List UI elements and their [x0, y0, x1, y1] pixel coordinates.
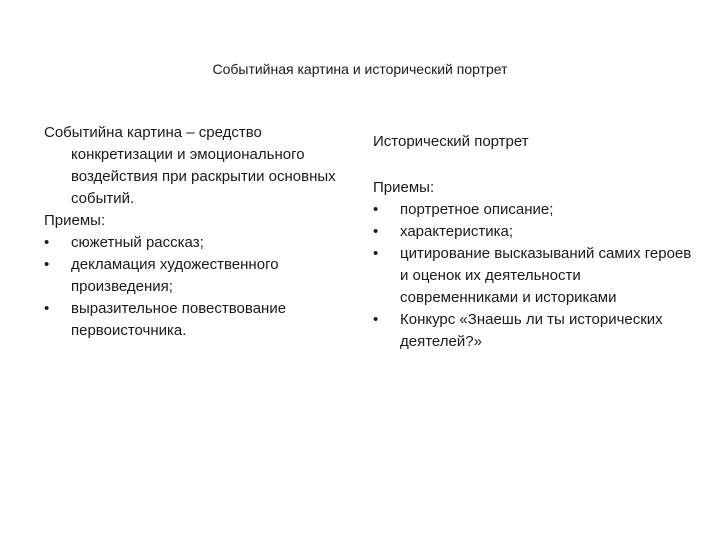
list-item: [44, 254, 344, 298]
left-techniques-list: [44, 232, 344, 342]
list-item: [44, 232, 344, 254]
list-item: [44, 298, 344, 342]
right-techniques-list: [373, 199, 693, 353]
bullet-icon: •: [373, 245, 379, 262]
list-item-text: портретное описание;: [400, 201, 554, 218]
list-item: [373, 221, 693, 243]
bullet-icon: •: [373, 223, 379, 240]
right-techniques-label: Приемы:: [373, 179, 435, 196]
left-column: [44, 122, 344, 342]
slide-title: Событийная картина и исторический портрет: [212, 61, 508, 77]
bullet-icon: •: [373, 311, 379, 328]
definition-term: Событийна картина: [44, 124, 183, 141]
left-techniques-label: Приемы:: [44, 212, 106, 229]
list-item-text: декламация художественного произведения;: [71, 256, 279, 295]
list-item-text: Конкурс «Знаешь ли ты исторических деятелей?»: [400, 311, 663, 350]
bullet-icon: •: [373, 201, 379, 218]
right-column: [373, 131, 693, 353]
bullet-icon: •: [44, 234, 50, 251]
definition-text: – средство конкретизации и эмоционального воздействия при раскрытии основных событий.: [71, 124, 336, 207]
list-item: [373, 199, 693, 221]
list-item-text: характеристика;: [400, 223, 514, 240]
definition-paragraph: [44, 122, 344, 210]
list-item-text: цитирование высказываний самих героев и оценок их деятельности современниками и историками: [400, 245, 692, 306]
bullet-icon: •: [44, 256, 50, 273]
list-item-text: выразительное повествование первоисточника.: [71, 300, 287, 339]
right-heading: Исторический портрет: [373, 133, 529, 150]
bullet-icon: •: [44, 300, 50, 317]
list-item: [373, 309, 693, 353]
list-item: [373, 243, 693, 309]
list-item-text: сюжетный рассказ;: [71, 234, 204, 251]
